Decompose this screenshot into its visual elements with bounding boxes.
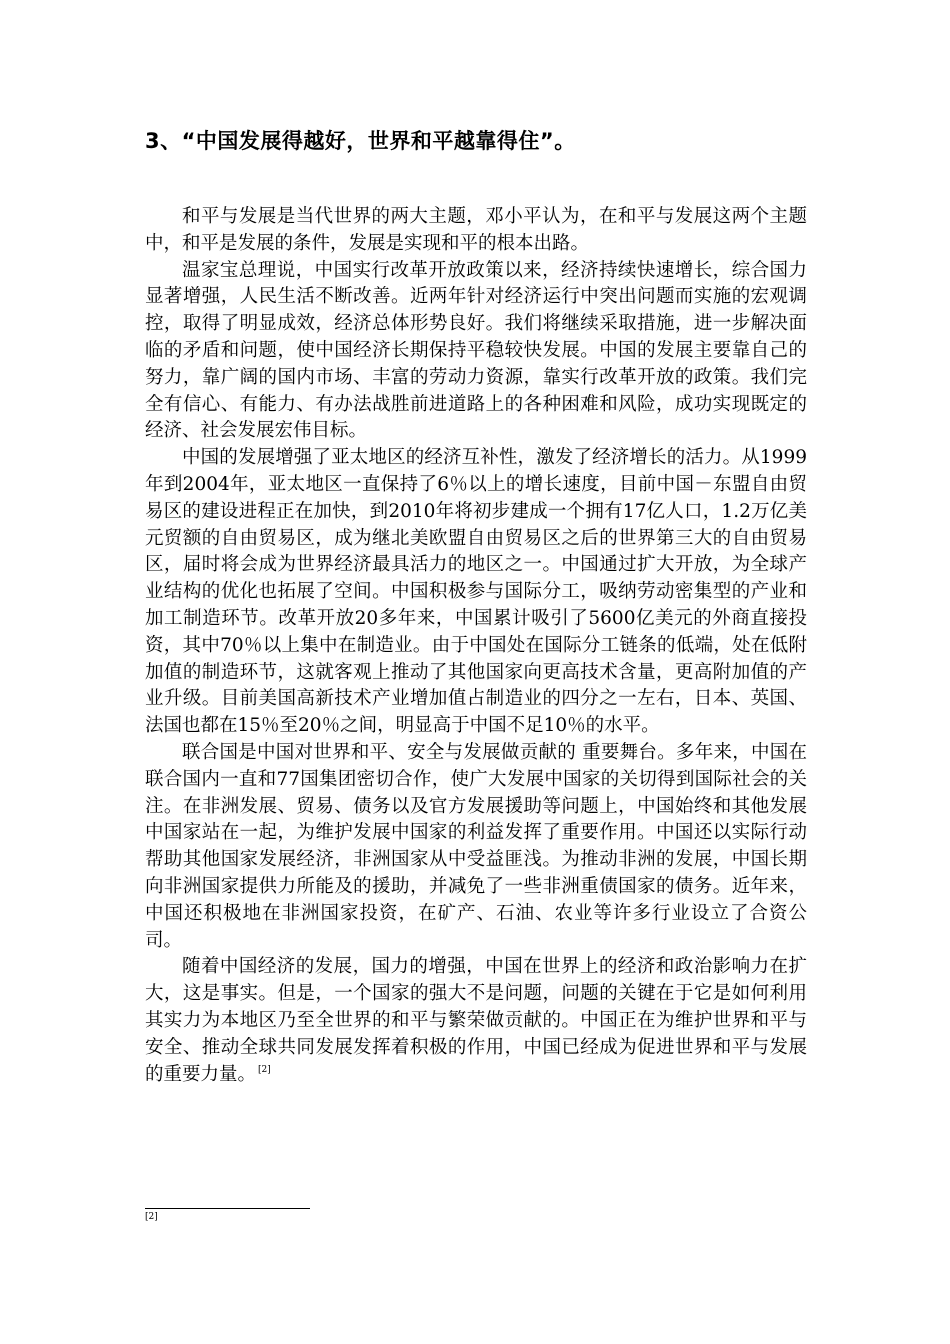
paragraph-3: 中国的发展增强了亚太地区的经济互补性，激发了经济增长的活力。从1999年到2004年，亚太地区一直保持了6％以上的增长速度，目前中国－东盟自由贸易区的建设进程正在加快，到2010年将初步建成一个拥有17亿人口，1.2万亿美元贸额的自由贸易区，成为继北美欧盟自由贸易区之后的世界第三大的自由贸易区，届时将会成为世界经济最具活力的地区之一。中国通过扩大开放，为全球产业结构的优化也拓展了空间。中国积极参与国际分工，吸纳劳动密集型的产业和加工制造环节。改革开放20多年来，中国累计吸引了5600亿美元的外商直接投资，其中70％以上集中在制造业。由于中国处在国际分工链条的低端，处在低附加值的制造环节，这就客观上推动了其他国家向更高技术含量，更高附加值的产业升级。目前美国高新技术产业增加值占制造业的四分之一左右，日本、英国、法国也都在15％至20％之间，明显高于中国不足10％的水平。 (145, 447, 807, 737)
footnote-reference[interactable]: [2] (258, 1065, 271, 1076)
footnote-marker: [2] (145, 1212, 158, 1222)
paragraph-2: 温家宝总理说，中国实行改革开放政策以来，经济持续快速增长，综合国力显著增强，人民生活不断改善。近两年针对经济运行中突出问题而实施的宏观调控，取得了明显成效，经济总体形势良好。我们将继续采取措施，进一步解决面临的矛盾和问题，使中国经济长期保持平稳较快发展。中国的发展主要靠自己的努力，靠广阔的国内市场、丰富的劳动力资源，靠实行改革开放的政策。我们完全有信心、有能力、有办法战胜前进道路上的各种困难和风险，成功实现既定的经济、社会发展宏伟目标。 (145, 259, 807, 442)
paragraph-1: 和平与发展是当代世界的两大主题，邓小平认为，在和平与发展这两个主题中，和平是发展的条件，发展是实现和平的根本出路。 (145, 206, 807, 254)
paragraph-4: 联合国是中国对世界和平、安全与发展做贡献的 重要舞台。多年来，中国在联合国内一直和77国集团密切合作，使广大发展中国家的关切得到国际社会的关注。在非洲发展、贸易、债务以及官方发展援助等问题上，中国始终和其他发展中国家站在一起，为维护发展中国家的利益发挥了重要作用。中国还以实际行动帮助其他国家发展经济，非洲国家从中受益匪浅。为推动非洲的发展，中国长期向非洲国家提供力所能及的援助，并减免了一些非洲重债国家的债务。近年来，中国还积极地在非洲国家投资，在矿产、石油、农业等许多行业设立了合资公司。 (145, 741, 807, 951)
footnote-divider (145, 1208, 310, 1209)
body-text (145, 204, 807, 1088)
paragraph-5 (145, 954, 807, 1088)
paragraph-5-text: 随着中国经济的发展，国力的增强，中国在世界上的经济和政治影响力在扩大，这是事实。但是，一个国家的强大不是问题，问题的关键在于它是如何利用其实力为本地区乃至全世界的和平与繁荣做贡献的。中国正在为维护世界和平与安全、推动全球共同发展发挥着积极的作用，中国已经成为促进世界和平与发展的重要力量。 (145, 956, 807, 1085)
section-heading: 3、“中国发展得越好，世界和平越靠得住”。 (145, 129, 576, 153)
